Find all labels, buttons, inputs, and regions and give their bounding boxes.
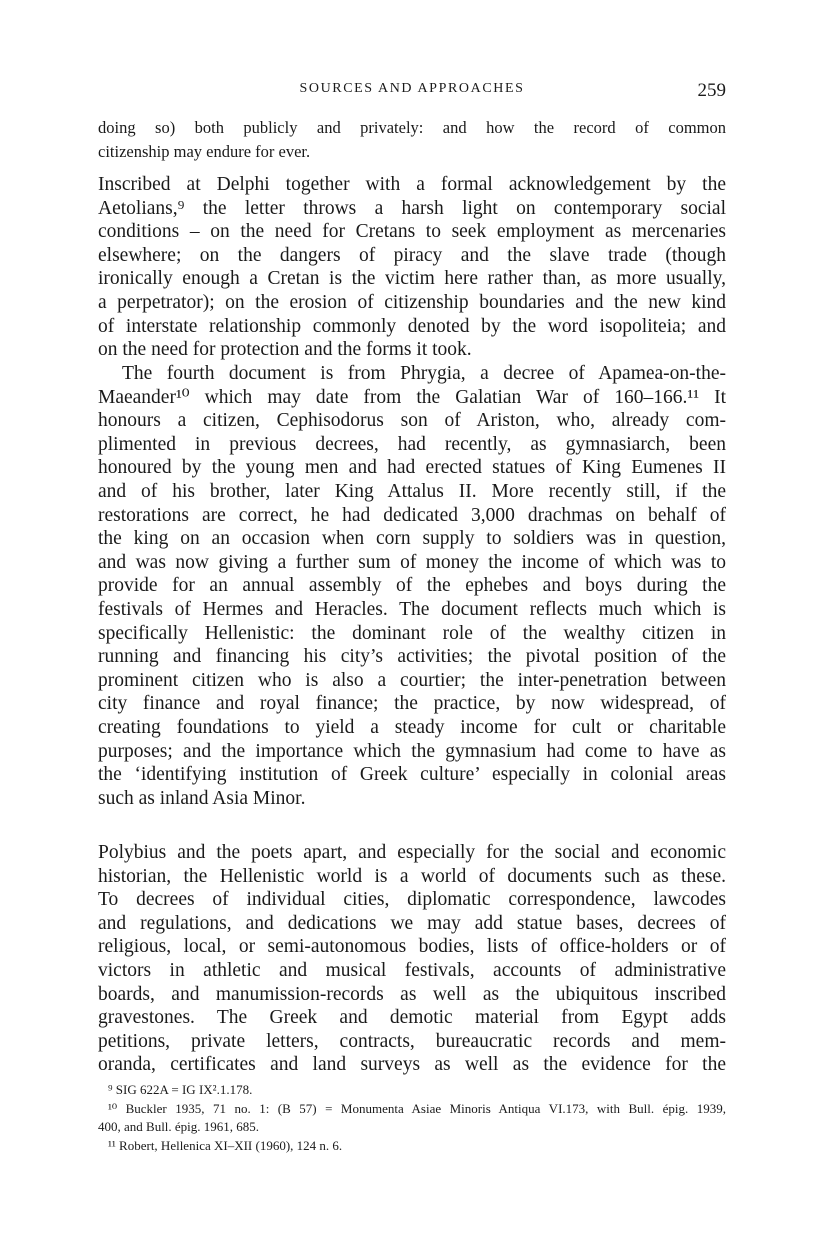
paragraph-world-of-documents xyxy=(98,841,726,1077)
running-title: SOURCES AND APPROACHES xyxy=(299,81,525,96)
paragraph-fourth-document xyxy=(98,362,726,810)
text-line: provide for an annual assembly of the ephebes and boys during the xyxy=(98,575,726,597)
quoted-line: doing so) both publicly and privately: and how the record of common xyxy=(98,118,726,137)
text-line: of interstate relationship commonly denoted by the word isopoliteia; and xyxy=(98,315,726,337)
text-line: oranda, certificates and land surveys as well as the evidence for the xyxy=(98,1054,726,1076)
text-line: ironically enough a Cretan is the victim here rather than, as more usually, xyxy=(98,268,726,290)
text-line: Aetolians,⁹ the letter throws a harsh light on contemporary social xyxy=(98,197,726,219)
text-line: prominent citizen who is also a courtier; the inter-penetration between xyxy=(98,669,726,691)
text-line: honoured by the young men and had erected statues of King Eumenes II xyxy=(98,457,726,479)
text-line: gravestones. The Greek and demotic material from Egypt adds xyxy=(98,1007,726,1029)
text-line: boards, and manumission-records as well as the ubiquitous inscribed xyxy=(98,983,726,1005)
text-line: conditions – on the need for Cretans to seek employment as mercenaries xyxy=(98,221,726,243)
text-line: and was now giving a further sum of money the income of which was to xyxy=(98,551,726,573)
text-line: and regulations, and dedications we may add statue bases, decrees of xyxy=(98,912,726,934)
text-line: the king on an occasion when corn supply to soldiers was in question, xyxy=(98,528,726,550)
text-line: on the need for protection and the forms it took. xyxy=(98,339,472,361)
text-line: running and financing his city’s activities; the pivotal position of the xyxy=(98,646,726,668)
footnote-10-continued: 400, and Bull. épig. 1961, 685. xyxy=(98,1119,260,1135)
footnote-10: ¹⁰ Buckler 1935, 71 no. 1: (B 57) = Monumenta Asiae Minoris Antiqua VI.173, with Bull. épig. 1939, xyxy=(108,1100,726,1116)
paragraph-delphi-inscription xyxy=(98,173,726,362)
text-line: The fourth document is from Phrygia, a decree of Apamea-on-the- xyxy=(122,363,726,384)
footnotes xyxy=(98,1081,726,1155)
text-line: restorations are correct, he had dedicated 3,000 drachmas on behalf of xyxy=(98,504,726,526)
text-line: petitions, private letters, contracts, bureaucratic records and mem- xyxy=(98,1030,726,1052)
text-line: city finance and royal finance; the practice, by now widespread, of xyxy=(98,693,726,715)
text-line: such as inland Asia Minor. xyxy=(98,787,306,809)
text-line: festivals of Hermes and Heracles. The document reflects much which is xyxy=(98,598,726,620)
text-line: creating foundations to yield a steady income for cult or charitable xyxy=(98,716,726,738)
footnote-9: ⁹ SIG 622A = IG IX².1.178. xyxy=(108,1082,253,1097)
text-line: historian, the Hellenistic world is a world of documents such as these. xyxy=(98,865,726,887)
quoted-document-ending xyxy=(98,116,726,164)
text-line: specifically Hellenistic: the dominant role of the wealthy citizen in xyxy=(98,622,726,644)
text-line: and of his brother, later King Attalus II. More recently still, if the xyxy=(98,480,726,502)
text-line: plimented in previous decrees, had recently, as gymnasiarch, been xyxy=(98,433,726,455)
footnote-11: ¹¹ Robert, Hellenica XI–XII (1960), 124 n. 6. xyxy=(108,1137,343,1153)
text-line: honours a citizen, Cephisodorus son of Ariston, who, already com- xyxy=(98,410,726,432)
text-line: To decrees of individual cities, diplomatic correspondence, lawcodes xyxy=(98,889,726,911)
page-number: 259 xyxy=(697,80,726,101)
running-head xyxy=(98,80,726,102)
text-line: Maeander¹⁰ which may date from the Galatian War of 160–166.¹¹ It xyxy=(98,386,726,408)
text-line: purposes; and the importance which the gymnasium had come to have as xyxy=(98,740,726,762)
text-line: elsewhere; on the dangers of piracy and the slave trade (though xyxy=(98,244,726,266)
text-line: Polybius and the poets apart, and especially for the social and economic xyxy=(98,842,726,863)
text-line: religious, local, or semi-autonomous bodies, lists of office-holders or of xyxy=(98,936,726,958)
text-line: a perpetrator); on the erosion of citizenship boundaries and the new kind xyxy=(98,291,726,313)
text-line: victors in athletic and musical festivals, accounts of administrative xyxy=(98,959,726,981)
text-line: the ‘identifying institution of Greek culture’ especially in colonial areas xyxy=(98,764,726,786)
text-line: Inscribed at Delphi together with a formal acknowledgement by the xyxy=(98,174,726,195)
quoted-line: citizenship may endure for ever. xyxy=(98,142,311,161)
